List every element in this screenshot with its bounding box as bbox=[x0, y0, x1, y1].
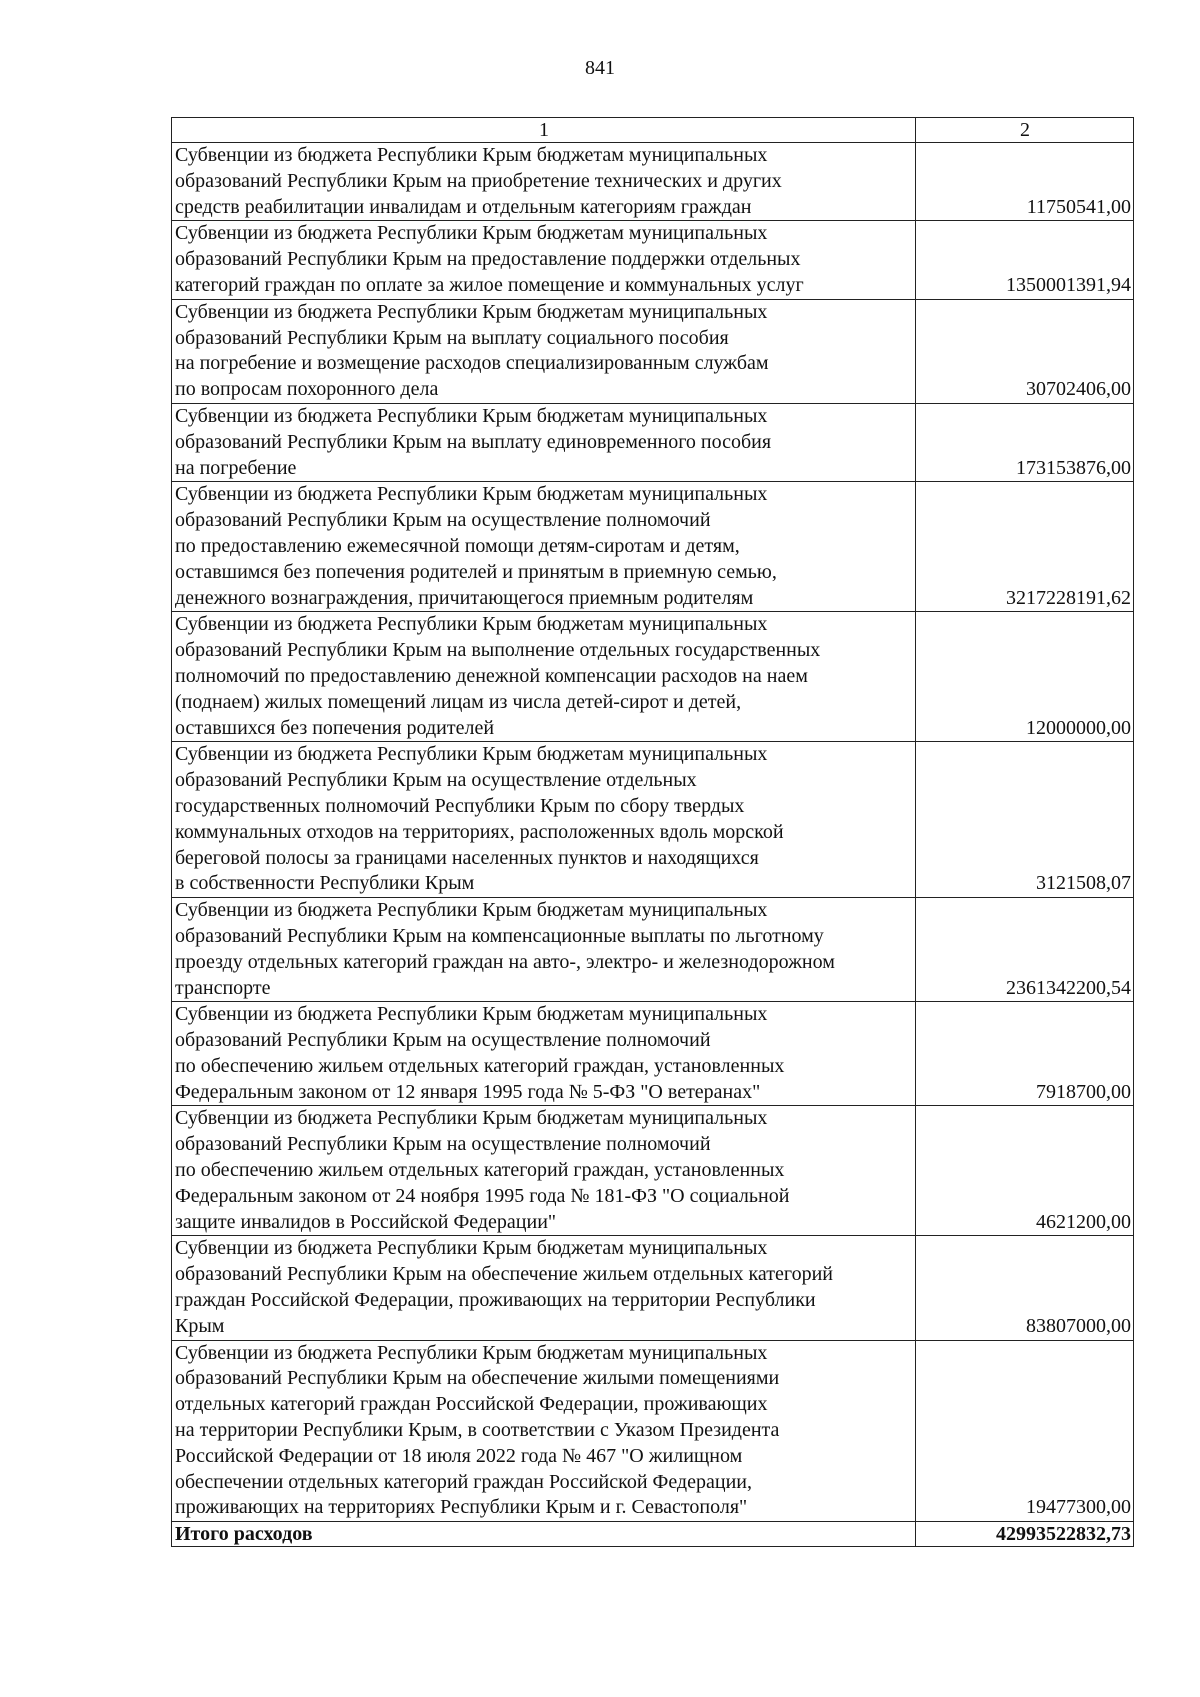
row-amount: 12000000,00 bbox=[916, 612, 1134, 742]
table-row bbox=[172, 1236, 1134, 1340]
table-row bbox=[172, 482, 1134, 612]
row-description: Субвенции из бюджета Республики Крым бюджетам муниципальных образований Республики Крым на выплату единовременного пособия на погребение bbox=[172, 403, 916, 481]
row-description: Субвенции из бюджета Республики Крым бюджетам муниципальных образований Республики Крым на приобретение технических и других средств реабилитации инвалидам и отдельным категориям граждан bbox=[172, 143, 916, 221]
table-row bbox=[172, 742, 1134, 898]
row-description: Субвенции из бюджета Республики Крым бюджетам муниципальных образований Республики Крым на осуществление полномочий по обеспечению жильем отдельных категорий граждан, установленных Федеральным законом от 24 ноября 1995 года № 181-ФЗ "О социальной защите инвалидов в Российской Федерации" bbox=[172, 1106, 916, 1236]
table-row bbox=[172, 1002, 1134, 1106]
table-row bbox=[172, 612, 1134, 742]
expenditure-table bbox=[171, 117, 1134, 1547]
row-amount: 3217228191,62 bbox=[916, 482, 1134, 612]
table-row bbox=[172, 1340, 1134, 1522]
row-description: Субвенции из бюджета Республики Крым бюджетам муниципальных образований Республики Крым на обеспечение жилыми помещениями отдельных категорий граждан Российской Федерации, проживающих на территории Республики Крым, в соответствии с Указом Президента Российской Федерации от 18 июля 2022 года № 467 "О жилищном обеспечении отдельных категорий граждан Российской Федерации, проживающих на территориях Республики Крым и г. Севастополя" bbox=[172, 1340, 916, 1522]
table-row bbox=[172, 403, 1134, 481]
table-row bbox=[172, 221, 1134, 299]
column-header-1: 1 bbox=[172, 118, 916, 143]
row-amount: 19477300,00 bbox=[916, 1340, 1134, 1522]
row-amount: 30702406,00 bbox=[916, 299, 1134, 403]
table-row bbox=[172, 1106, 1134, 1236]
table-row bbox=[172, 898, 1134, 1002]
column-header-2: 2 bbox=[916, 118, 1134, 143]
row-description: Субвенции из бюджета Республики Крым бюджетам муниципальных образований Республики Крым на компенсационные выплаты по льготному проезду отдельных категорий граждан на авто-, электро- и железнодорожном транспорте bbox=[172, 898, 916, 1002]
table-body bbox=[172, 118, 1134, 1547]
row-description: Субвенции из бюджета Республики Крым бюджетам муниципальных образований Республики Крым на выполнение отдельных государственных полномочий по предоставлению денежной компенсации расходов на наем (поднаем) жилых помещений лицам из числа детей-сирот и детей, оставшихся без попечения родителей bbox=[172, 612, 916, 742]
row-description: Субвенции из бюджета Республики Крым бюджетам муниципальных образований Республики Крым на осуществление полномочий по обеспечению жильем отдельных категорий граждан, установленных Федеральным законом от 12 января 1995 года № 5-ФЗ "О ветеранах" bbox=[172, 1002, 916, 1106]
row-amount: 11750541,00 bbox=[916, 143, 1134, 221]
total-row bbox=[172, 1522, 1134, 1547]
row-amount: 4621200,00 bbox=[916, 1106, 1134, 1236]
row-description: Субвенции из бюджета Республики Крым бюджетам муниципальных образований Республики Крым на предоставление поддержки отдельных категорий граждан по оплате за жилое помещение и коммунальных услуг bbox=[172, 221, 916, 299]
page-number: 841 bbox=[585, 57, 615, 79]
row-amount: 2361342200,54 bbox=[916, 898, 1134, 1002]
row-description: Субвенции из бюджета Республики Крым бюджетам муниципальных образований Республики Крым на выплату социального пособия на погребение и возмещение расходов специализированным службам по вопросам похоронного дела bbox=[172, 299, 916, 403]
row-description: Субвенции из бюджета Республики Крым бюджетам муниципальных образований Республики Крым на осуществление полномочий по предоставлению ежемесячной помощи детям-сиротам и детям, оставшимся без попечения родителей и принятым в приемную семью, денежного вознаграждения, причитающегося приемным родителям bbox=[172, 482, 916, 612]
row-amount: 173153876,00 bbox=[916, 403, 1134, 481]
row-amount: 83807000,00 bbox=[916, 1236, 1134, 1340]
row-amount: 1350001391,94 bbox=[916, 221, 1134, 299]
row-description: Субвенции из бюджета Республики Крым бюджетам муниципальных образований Республики Крым на обеспечение жильем отдельных категорий граждан Российской Федерации, проживающих на территории Республики Крым bbox=[172, 1236, 916, 1340]
table-row bbox=[172, 299, 1134, 403]
column-numbers-row bbox=[172, 118, 1134, 143]
table-row bbox=[172, 143, 1134, 221]
total-amount: 42993522832,73 bbox=[916, 1522, 1134, 1547]
row-description: Субвенции из бюджета Республики Крым бюджетам муниципальных образований Республики Крым на осуществление отдельных государственных полномочий Республики Крым по сбору твердых коммунальных отходов на территориях, расположенных вдоль морской береговой полосы за границами населенных пунктов и находящихся в собственности Республики Крым bbox=[172, 742, 916, 898]
total-label: Итого расходов bbox=[172, 1522, 916, 1547]
row-amount: 7918700,00 bbox=[916, 1002, 1134, 1106]
row-amount: 3121508,07 bbox=[916, 742, 1134, 898]
